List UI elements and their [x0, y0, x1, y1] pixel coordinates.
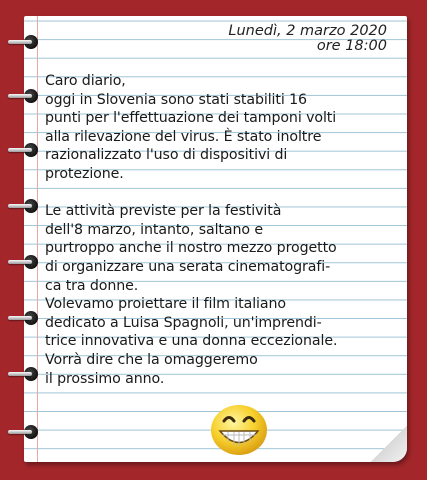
- paragraph-1: [45, 72, 395, 184]
- text-line: Caro diario,: [45, 73, 126, 89]
- spiral-binding: [0, 0, 40, 480]
- binding-ring: [8, 88, 38, 104]
- text-line: il prossimo anno.: [45, 370, 165, 387]
- text-line: protezione.: [45, 165, 124, 182]
- text-line: di organizzare una serata cinematografi-: [45, 258, 331, 275]
- text-line: purtroppo anche il nostro mezzo progetto: [45, 240, 337, 257]
- diary-entry: [45, 72, 395, 388]
- binding-ring: [8, 198, 38, 214]
- text-line: razionalizzato l'uso di dispositivi di: [45, 147, 288, 164]
- paragraph-2: [45, 202, 395, 295]
- text-line: ca tra donne.: [45, 277, 139, 294]
- text-line: trice innovativa e una donna eccezionale.: [45, 333, 338, 350]
- page-curl: [371, 426, 407, 462]
- entry-date-time: ore 18:00: [316, 38, 387, 54]
- binding-ring: [8, 310, 38, 326]
- text-line: alla rilevazione del virus. È stato inoltre: [45, 128, 322, 145]
- entry-date: [228, 24, 387, 54]
- binding-ring: [8, 366, 38, 382]
- text-line: Le attività previste per la festività: [45, 203, 282, 220]
- text-line: dell'8 marzo, intanto, saltano e: [45, 221, 263, 238]
- binding-ring: [8, 34, 38, 50]
- grinning-face-icon: [210, 404, 268, 456]
- text-line: punti per l'effettuazione dei tamponi volti: [45, 110, 337, 127]
- paragraph-4: [45, 351, 395, 388]
- text-line: dedicato a Luisa Spagnoli, un'imprendi-: [45, 314, 322, 331]
- binding-ring: [8, 424, 38, 440]
- entry-date-day: Lunedì, 2 marzo 2020: [228, 23, 387, 39]
- binding-ring: [8, 142, 38, 158]
- paragraph-3: [45, 295, 395, 351]
- text-line: oggi in Slovenia sono stati stabiliti 16: [45, 91, 307, 108]
- text-line: Volevamo proiettare il film italiano: [45, 296, 286, 313]
- text-line: Vorrà dire che la omaggeremo: [45, 351, 258, 368]
- binding-ring: [8, 254, 38, 270]
